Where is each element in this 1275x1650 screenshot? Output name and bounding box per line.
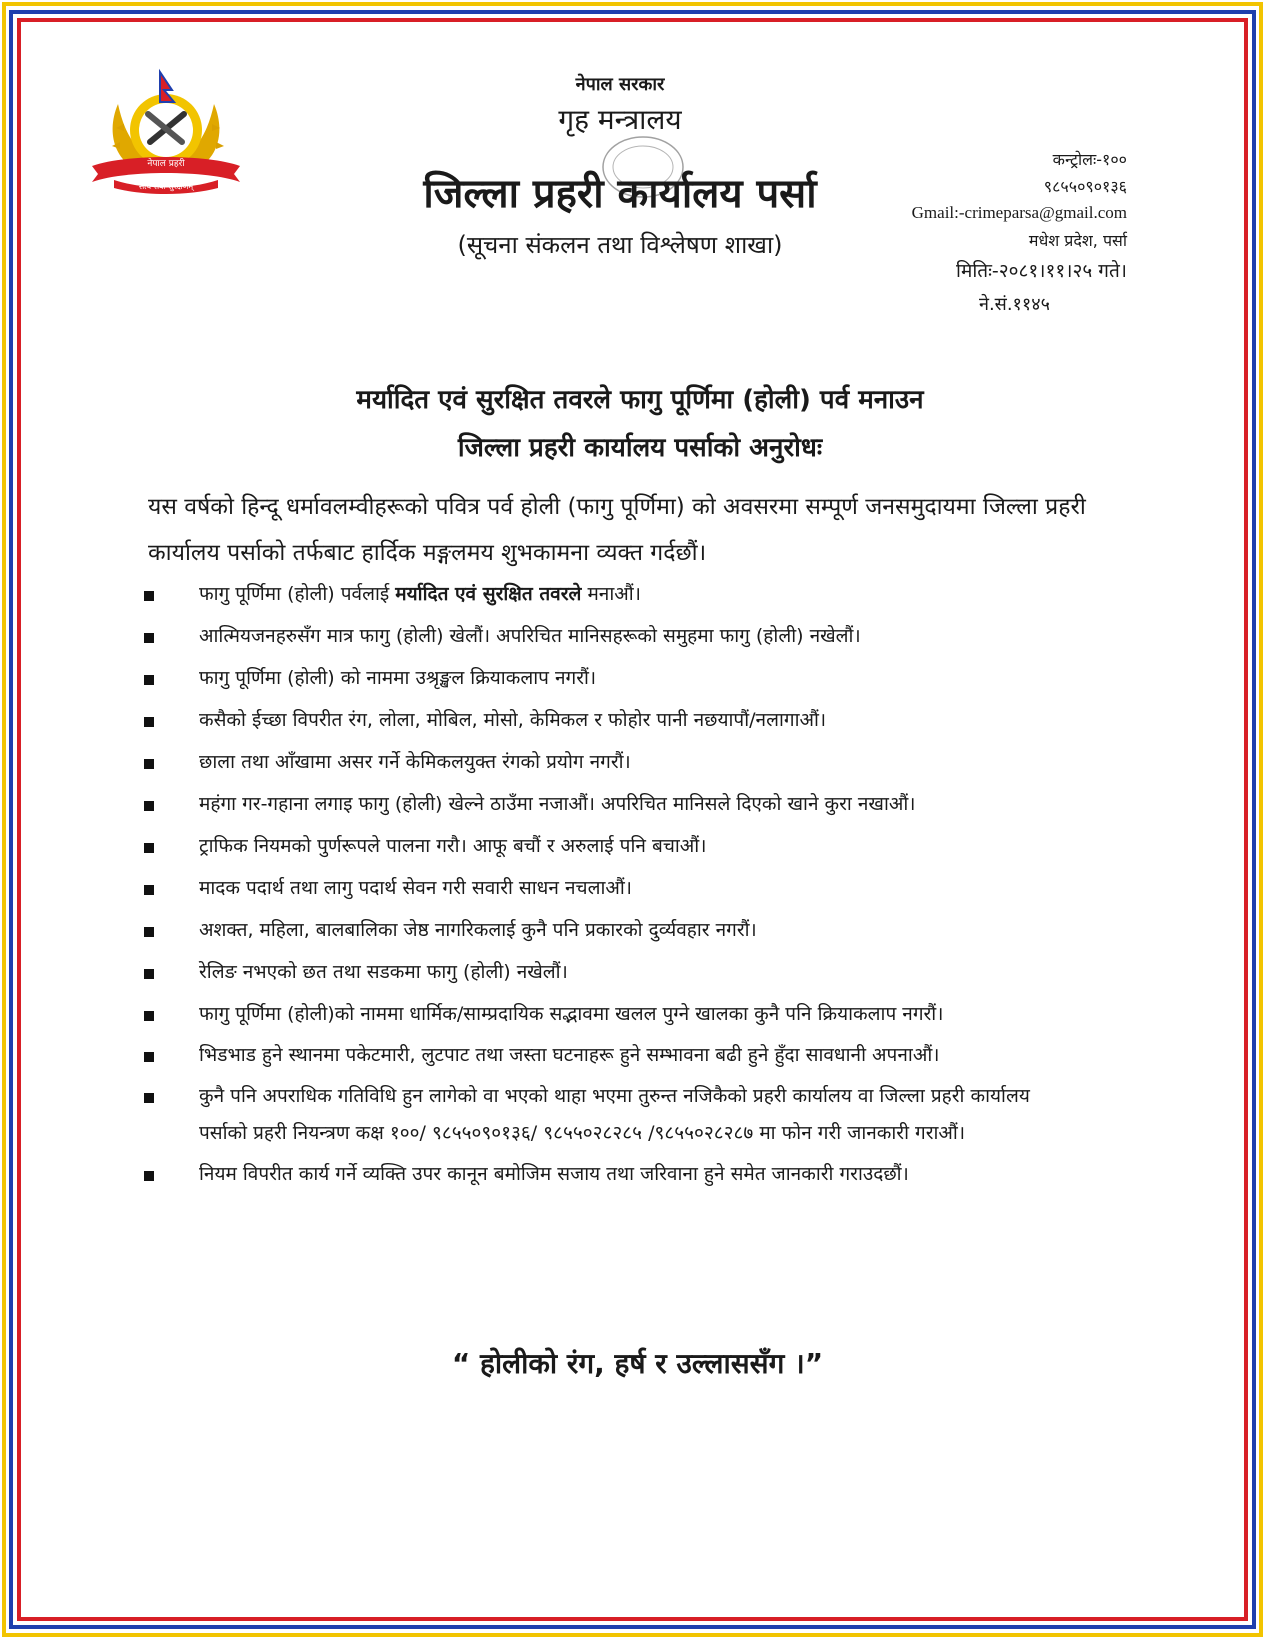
list-item-text: फागु पूर्णिमा (होली) पर्वलाई	[199, 583, 396, 605]
bullet-icon	[144, 1052, 154, 1062]
bullet-icon	[144, 591, 154, 601]
list-item	[144, 996, 1079, 1033]
list-item-text: नियम विपरीत कार्य गर्ने व्यक्ति उपर कानून बमोजिम सजाय तथा जरिवाना हुने समेत जानकारी गराउदछौं।	[199, 1163, 909, 1185]
emblem-ribbon-top: नेपाल प्रहरी	[147, 159, 185, 169]
list-item	[144, 1078, 1079, 1152]
notice-subtitle: जिल्ला प्रहरी कार्यालय पर्साको अनुरोधः	[457, 433, 823, 463]
bullet-icon	[144, 969, 154, 979]
emblem-ribbon-bottom: सत्य सेवा सुरक्षणम्	[138, 182, 194, 191]
list-item-text: ट्राफिक नियमको पुर्णरूपले पालना गरौ। आफू बचौं र अरुलाई पनि बचाऔं।	[199, 835, 707, 857]
list-item-text: कुनै पनि अपराधिक गतिविधि हुन लागेको वा भएको थाहा भएमा तुरुन्त नजिकैको प्रहरी कार्यालय वा जिल्ला प्रहरी कार्यालय पर्साको प्रहरी नियन्त्रण कक्ष १००/ ९८५५०९०१३६/ ९८५५०२८२८५ /९८५५०२८२८७ मा फोन गरी जानकारी गराऔं।	[199, 1085, 1030, 1144]
bullet-icon	[144, 675, 154, 685]
list-item	[144, 618, 1079, 655]
phone-number: ९८५५०९०१३६	[1043, 177, 1127, 196]
bullet-icon	[144, 717, 154, 727]
list-item-text: मादक पदार्थ तथा लागु पदार्थ सेवन गरी सवारी साधन नचलाऔं।	[199, 877, 632, 899]
bullet-icon	[144, 927, 154, 937]
closing-slogan: “ होलीको रंग, हर्ष र उल्लाससँग ।”	[451, 1347, 824, 1380]
list-item	[144, 870, 1079, 907]
list-item	[144, 1156, 1079, 1193]
list-item-text: आत्मियजनहरुसँग मात्र फागु (होली) खेलौं। अपरिचित मानिसहरूको समुहमा फागु (होली) नखेलौं।	[199, 625, 861, 647]
list-item	[144, 786, 1079, 823]
list-item-text: फागु पूर्णिमा (होली) को नाममा उश्रृङ्खल क्रियाकलाप नगरौं।	[199, 667, 597, 689]
control-number: कन्ट्रोलः-१००	[1052, 150, 1127, 169]
government-name: नेपाल सरकार	[575, 74, 665, 95]
list-item	[144, 1037, 1079, 1074]
list-item-text: फागु पूर्णिमा (होली)को नाममा धार्मिक/साम्प्रदायिक सद्भावमा खलल पुग्ने खालका कुनै पनि क्रियाकलाप नगरौं।	[199, 1003, 944, 1025]
bullet-icon	[144, 801, 154, 811]
bullet-icon	[144, 1171, 154, 1181]
intro-paragraph: यस वर्षको हिन्दू धर्मावलम्वीहरूको पवित्र पर्व होली (फागु पूर्णिमा) को अवसरमा सम्पूर्ण जनसमुदायमा जिल्ला प्रहरी कार्यालय पर्साको तर्फबाट हार्दिक मङ्गलमय शुभकामना व्यक्त गर्दछौं।	[148, 494, 1086, 566]
nepal-police-emblem-icon	[84, 62, 248, 194]
list-item-text: महंगा गर-गहाना लगाइ फागु (होली) खेल्ने ठाउँमा नजाऔं। अपरिचित मानिसले दिएको खाने कुरा नखाऔं।	[199, 793, 916, 815]
bullet-icon	[144, 633, 154, 643]
office-name: जिल्ला प्रहरी कार्यालय पर्सा	[423, 171, 817, 217]
bullet-icon	[144, 843, 154, 853]
list-item-text: रेलिङ नभएको छत तथा सडकमा फागु (होली) नखेलौं।	[199, 961, 568, 983]
nepal-samvat: ने.सं.११४५	[978, 294, 1050, 315]
list-item	[144, 702, 1079, 739]
bullet-icon	[144, 1011, 154, 1021]
bullet-icon	[144, 759, 154, 769]
list-item	[144, 954, 1079, 991]
bullet-icon	[144, 1093, 154, 1103]
list-item-text: अशक्त, महिला, बालबालिका जेष्ठ नागरिकलाई कुनै पनि प्रकारको दुर्व्यवहार नगरौं।	[199, 919, 757, 941]
branch-name: (सूचना संकलन तथा विश्लेषण शाखा)	[457, 231, 783, 259]
bullet-icon	[144, 885, 154, 895]
advisory-list	[144, 576, 1079, 1193]
list-item-text: मनाऔं।	[581, 583, 641, 605]
list-item	[144, 828, 1079, 865]
location: मधेश प्रदेश, पर्सा	[1028, 231, 1127, 250]
list-item-text: छाला तथा आँखामा असर गर्ने केमिकलयुक्त रंगको प्रयोग नगरौं।	[199, 751, 631, 773]
email-address: Gmail:-crimeparsa@gmail.com	[911, 203, 1127, 222]
date: मितिः-२०८१।११।२५ गते।	[956, 260, 1127, 282]
list-item	[144, 912, 1079, 949]
list-item	[144, 576, 1079, 613]
list-item	[144, 660, 1079, 697]
list-item-text: कसैको ईच्छा विपरीत रंग, लोला, मोबिल, मोसो, केमिकल र फोहोर पानी नछयापौं/नलागाऔं।	[199, 709, 827, 731]
notice-title: मर्यादित एवं सुरक्षित तवरले फागु पूर्णिमा (होली) पर्व मनाउन	[356, 385, 924, 415]
list-item-emphasis: मर्यादित एवं सुरक्षित तवरले	[395, 583, 582, 605]
list-item-text: भिडभाड हुने स्थानमा पकेटमारी, लुटपाट तथा जस्ता घटनाहरू हुने सम्भावना बढी हुने हुँदा सावधानी अपनाऔं।	[199, 1044, 940, 1066]
list-item	[144, 744, 1079, 781]
ministry-name: गृह मन्त्रालय	[558, 103, 682, 136]
